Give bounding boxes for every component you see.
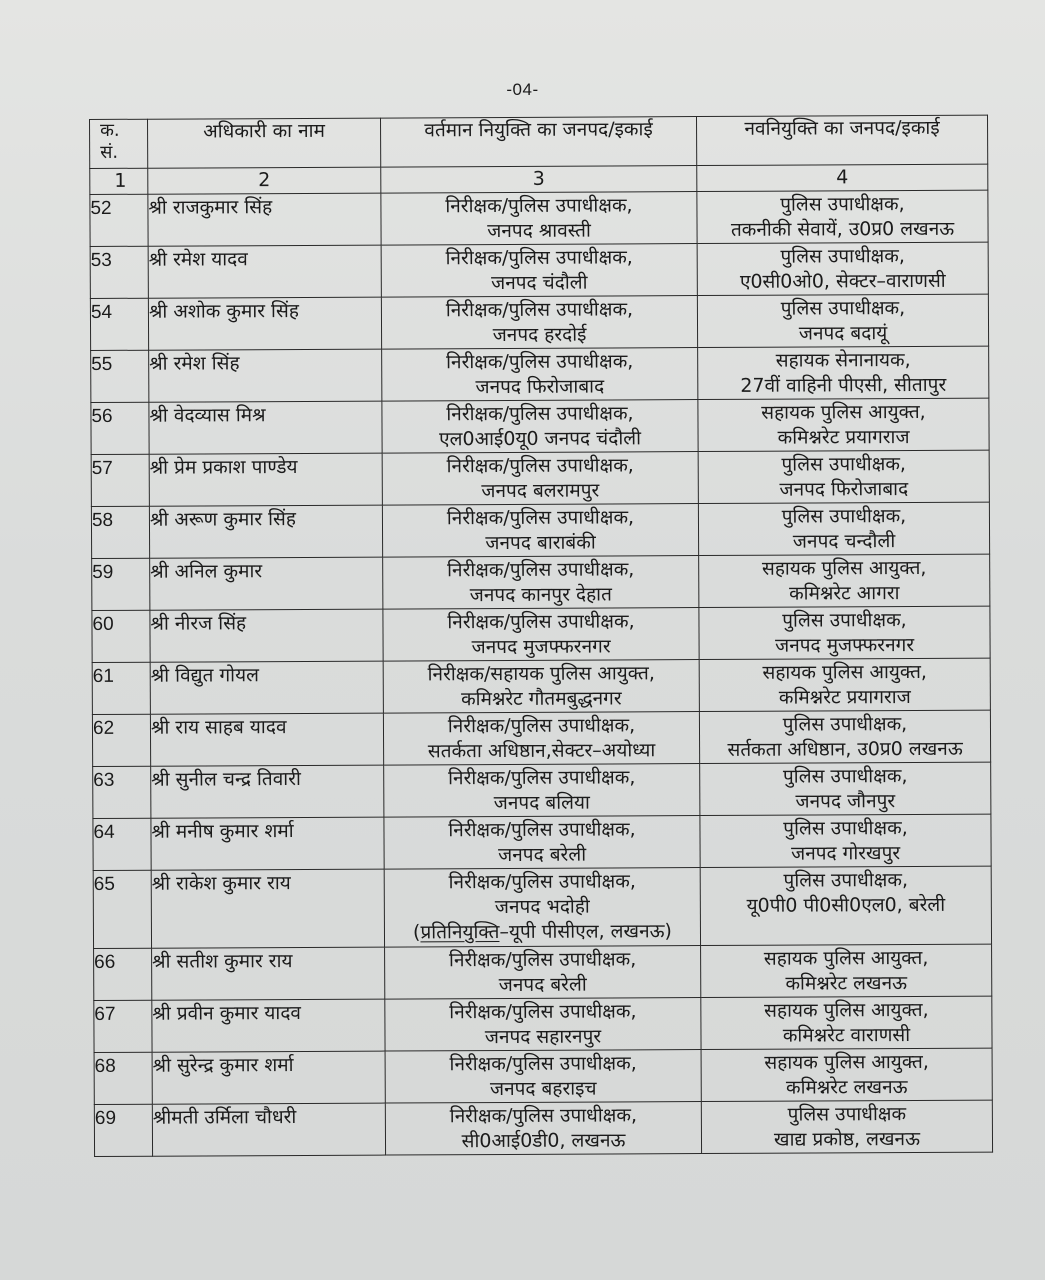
current-posting xyxy=(382,348,698,402)
serial-number: 65 xyxy=(93,870,151,948)
new-posting-line: सहायक सेनानायक, xyxy=(775,348,911,372)
serial-number: 54 xyxy=(90,298,148,350)
page-number: -04- xyxy=(506,80,539,99)
new-posting-line: सहायक पुलिस आयुक्त, xyxy=(761,400,926,424)
new-posting-line: पुलिस उपाधीक्षक, xyxy=(783,869,909,892)
table-row xyxy=(92,658,990,714)
new-posting xyxy=(699,606,990,659)
serial-number: 67 xyxy=(94,1000,152,1052)
officer-name: श्री अशोक कुमार सिंह xyxy=(148,297,381,350)
officer-name: श्री रमेश सिंह xyxy=(149,349,382,402)
serial-number: 59 xyxy=(92,558,150,610)
column-number-4: 4 xyxy=(697,164,988,191)
table-row xyxy=(92,606,990,662)
new-posting-line: कमिश्नरेट प्रयागराज xyxy=(778,685,911,709)
current-posting-line: कमिश्नरेट गौतमबुद्धनगर xyxy=(461,687,622,711)
column-number-2: 2 xyxy=(148,167,381,194)
new-posting xyxy=(698,346,989,399)
officer-name: श्री सुनील चन्द्र तिवारी xyxy=(151,765,384,818)
table-row xyxy=(90,190,988,246)
table-row xyxy=(91,450,989,506)
table-body xyxy=(90,190,993,1156)
current-posting-line: जनपद बाराबंकी xyxy=(485,531,596,555)
current-posting-line: एल0आई0यू0 जनपद चंदौली xyxy=(439,427,642,451)
officer-name: श्री राकेश कुमार राय xyxy=(151,869,384,948)
new-posting-line: खाद्य प्रकोष्ठ, लखनऊ xyxy=(773,1127,921,1151)
current-posting-line: निरीक्षक/पुलिस उपाधीक्षक, xyxy=(448,948,637,972)
serial-number: 64 xyxy=(93,818,151,870)
current-posting-line: जनपद चंदौली xyxy=(491,271,588,295)
table-row xyxy=(91,398,989,454)
current-posting-line: जनपद मुजफ्फरनगर xyxy=(471,635,611,659)
new-posting xyxy=(701,944,992,997)
new-posting-line: सहायक पुलिस आयुक्त, xyxy=(762,660,928,684)
current-posting-line: निरीक्षक/पुलिस उपाधीक्षक, xyxy=(446,402,634,426)
current-posting xyxy=(383,712,699,766)
header-current-posting: वर्तमान नियुक्ति का जनपद/इकाई xyxy=(380,117,696,168)
new-posting-line: जनपद बदायूं xyxy=(798,322,888,345)
serial-number: 56 xyxy=(91,402,149,454)
serial-number: 61 xyxy=(92,662,150,714)
table-row xyxy=(91,502,989,558)
current-posting xyxy=(383,556,699,610)
current-posting-line: निरीक्षक/पुलिस उपाधीक्षक, xyxy=(448,870,636,894)
officer-name: श्री अरूण कुमार सिंह xyxy=(149,505,382,558)
header-serial-line2: सं. xyxy=(100,141,119,163)
current-posting-line: निरीक्षक/पुलिस उपाधीक्षक, xyxy=(447,558,635,582)
current-posting-line: निरीक्षक/पुलिस उपाधीक्षक, xyxy=(446,506,635,530)
current-posting-line: निरीक्षक/पुलिस उपाधीक्षक, xyxy=(445,246,633,270)
serial-number: 53 xyxy=(90,246,148,298)
new-posting-line: कमिश्नरेट लखनऊ xyxy=(785,972,908,995)
officer-name: श्री वेदव्यास मिश्र xyxy=(149,401,382,454)
column-number-3: 3 xyxy=(381,166,697,194)
new-posting-line: सहायक पुलिस आयुक्त, xyxy=(764,998,929,1022)
officer-name: श्री राजकुमार सिंह xyxy=(148,193,381,246)
new-posting-line: पुलिस उपाधीक्षक, xyxy=(780,245,905,268)
new-posting-line: सहायक पुलिस आयुक्त, xyxy=(763,946,929,970)
table-row xyxy=(94,944,992,1000)
header-new-posting: नवनियुक्ति का जनपद/इकाई xyxy=(696,115,987,165)
current-posting xyxy=(383,608,699,662)
header-serial-number xyxy=(90,119,148,168)
new-posting xyxy=(699,658,990,711)
new-posting xyxy=(697,190,988,243)
new-posting xyxy=(699,710,990,763)
officer-name: श्री अनिल कुमार xyxy=(150,557,383,610)
current-posting xyxy=(382,504,698,558)
new-posting xyxy=(700,814,991,867)
table-row xyxy=(90,294,988,350)
new-posting-line: पुलिस उपाधीक्षक, xyxy=(781,453,906,476)
current-posting-line: जनपद बलरामपुर xyxy=(481,479,600,503)
current-posting-line: निरीक्षक/पुलिस उपाधीक्षक, xyxy=(446,350,634,374)
new-posting-line: पुलिस उपाधीक्षक, xyxy=(780,193,905,216)
column-number-1: 1 xyxy=(90,168,148,194)
current-posting xyxy=(384,764,700,818)
current-posting-line: जनपद भदोही xyxy=(494,895,590,919)
current-posting xyxy=(381,192,697,246)
current-posting xyxy=(385,1050,701,1104)
table-row xyxy=(94,1048,992,1104)
new-posting-line: पुलिस उपाधीक्षक xyxy=(787,1103,907,1126)
serial-number: 57 xyxy=(91,454,149,506)
deputation-open-paren: ( xyxy=(412,921,421,944)
header-serial-line1: क. xyxy=(100,119,120,141)
current-posting xyxy=(382,400,698,454)
new-posting xyxy=(697,294,988,347)
current-posting xyxy=(385,946,701,1000)
current-posting-line: निरीक्षक/पुलिस उपाधीक्षक, xyxy=(449,1000,637,1024)
new-posting-line: जनपद गोरखपुर xyxy=(791,842,901,865)
current-posting-line: निरीक्षक/पुलिस उपाधीक्षक, xyxy=(445,194,633,218)
current-posting-line: जनपद बरेली xyxy=(498,973,587,997)
current-posting xyxy=(382,452,698,506)
serial-number: 68 xyxy=(94,1052,152,1104)
current-posting xyxy=(384,868,700,948)
new-posting xyxy=(700,762,991,815)
current-posting-line: निरीक्षक/पुलिस उपाधीक्षक, xyxy=(446,454,634,478)
new-posting xyxy=(697,242,988,295)
table-row xyxy=(90,242,988,298)
new-posting-line: सहायक पुलिस आयुक्त, xyxy=(764,1050,929,1074)
current-posting-line: सी0आई0डी0, लखनऊ xyxy=(461,1129,626,1153)
officer-name: श्री प्रवीन कुमार यादव xyxy=(152,999,385,1052)
new-posting-line: पुलिस उपाधीक्षक, xyxy=(782,609,907,632)
officer-name: श्री प्रेम प्रकाश पाण्डेय xyxy=(149,453,382,506)
current-posting-line: जनपद फिरोजाबाद xyxy=(475,375,605,399)
new-posting xyxy=(701,1100,992,1153)
officer-name: श्री विद्युत गोयल xyxy=(150,661,383,714)
new-posting-line: कमिश्नरेट प्रयागराज xyxy=(777,425,910,449)
current-posting xyxy=(381,244,697,298)
new-posting xyxy=(700,866,991,945)
table-row xyxy=(91,346,989,402)
officer-name: श्रीमती उर्मिला चौधरी xyxy=(152,1103,385,1156)
officer-name: श्री रमेश यादव xyxy=(148,245,381,298)
new-posting-line: जनपद फिरोजाबाद xyxy=(779,478,909,501)
deputation-note xyxy=(385,919,700,946)
new-posting xyxy=(699,554,990,607)
new-posting-line: तकनीकी सेवायें, उ0प्र0 लखनऊ xyxy=(730,217,955,241)
current-posting xyxy=(385,1102,701,1156)
new-posting-line: जनपद चन्दौली xyxy=(792,530,896,553)
table-header-row xyxy=(90,115,988,168)
table-row xyxy=(93,814,991,870)
current-posting xyxy=(383,660,699,714)
new-posting-line: जनपद मुजफ्फरनगर xyxy=(775,633,915,657)
table-row xyxy=(92,554,990,610)
current-posting-line: निरीक्षक/पुलिस उपाधीक्षक, xyxy=(445,298,634,322)
new-posting-line: कमिश्नरेट आगरा xyxy=(789,582,900,605)
table-row xyxy=(93,762,991,818)
new-posting-line: पुलिस उपाधीक्षक, xyxy=(780,297,906,320)
deputation-detail: –यूपी पीसीएल, लखनऊ) xyxy=(499,920,672,944)
new-posting-line: पुलिस उपाधीक्षक, xyxy=(782,713,908,736)
new-posting-line: पुलिस उपाधीक्षक, xyxy=(781,505,907,528)
current-posting-line: जनपद बलिया xyxy=(493,791,590,815)
table-row xyxy=(94,996,992,1052)
current-posting-line: निरीक्षक/पुलिस उपाधीक्षक, xyxy=(447,610,635,634)
officer-name: श्री राय साहब यादव xyxy=(150,713,383,766)
new-posting xyxy=(698,502,989,555)
officer-name: श्री मनीष कुमार शर्मा xyxy=(151,817,384,870)
table-row xyxy=(94,1100,992,1156)
current-posting-line: जनपद बहराइच xyxy=(489,1077,597,1101)
table-row xyxy=(92,710,990,766)
new-posting-line: ए0सी0ओ0, सेक्टर–वाराणसी xyxy=(739,269,946,293)
new-posting xyxy=(698,398,989,451)
new-posting-line: 27वीं वाहिनी पीएसी, सीतापुर xyxy=(740,373,947,397)
current-posting xyxy=(384,816,700,870)
serial-number: 66 xyxy=(94,948,152,1000)
current-posting-line: निरीक्षक/पुलिस उपाधीक्षक, xyxy=(449,1104,638,1128)
officer-name: श्री सुरेन्द्र कुमार शर्मा xyxy=(152,1051,385,1104)
officer-name: श्री सतीश कुमार राय xyxy=(152,947,385,1000)
new-posting-line: पुलिस उपाधीक्षक, xyxy=(782,765,908,788)
serial-number: 52 xyxy=(90,194,148,246)
current-posting xyxy=(381,296,697,350)
current-posting-line: निरीक्षक/सहायक पुलिस आयुक्त, xyxy=(427,662,655,686)
current-posting-line: निरीक्षक/पुलिस उपाधीक्षक, xyxy=(447,714,636,738)
header-officer-name: अधिकारी का नाम xyxy=(148,118,381,168)
current-posting-line: सतर्कता अधिष्ठान,सेक्टर–अयोध्या xyxy=(427,739,656,763)
serial-number: 62 xyxy=(92,714,150,766)
current-posting xyxy=(385,998,701,1052)
serial-number: 55 xyxy=(91,350,149,402)
serial-number: 69 xyxy=(94,1104,152,1156)
current-posting-line: निरीक्षक/पुलिस उपाधीक्षक, xyxy=(448,818,636,842)
new-posting-line: जनपद जौनपुर xyxy=(795,790,896,813)
serial-number: 60 xyxy=(92,610,150,662)
current-posting-line: जनपद कानपुर देहात xyxy=(469,583,612,607)
current-posting-line: निरीक्षक/पुलिस उपाधीक्षक, xyxy=(448,766,636,790)
current-posting-line: जनपद बरेली xyxy=(498,843,587,867)
serial-number: 58 xyxy=(91,506,149,558)
transfer-orders-table xyxy=(89,115,993,1157)
new-posting-line: यू0पी0 पी0सी0एल0, बरेली xyxy=(746,893,946,917)
new-posting-line: सर्तकता अधिष्ठान, उ0प्र0 लखनऊ xyxy=(727,737,963,761)
current-posting-line: जनपद श्रावस्ती xyxy=(487,219,591,243)
current-posting-line: जनपद हरदोई xyxy=(492,323,587,347)
serial-number: 63 xyxy=(93,766,151,818)
new-posting xyxy=(698,450,989,503)
deputation-label: प्रतिनियुक्ति xyxy=(420,921,500,944)
officer-name: श्री नीरज सिंह xyxy=(150,609,383,662)
new-posting-line: पुलिस उपाधीक्षक, xyxy=(783,817,908,840)
new-posting xyxy=(701,1048,992,1101)
new-posting-line: कमिश्नरेट वाराणसी xyxy=(782,1023,911,1047)
new-posting-line: सहायक पुलिस आयुक्त, xyxy=(761,556,927,580)
current-posting-line: जनपद सहारनपुर xyxy=(484,1025,602,1049)
new-posting xyxy=(701,996,992,1049)
table-row xyxy=(93,866,991,948)
new-posting-line: कमिश्नरेट लखनऊ xyxy=(785,1076,908,1099)
current-posting-line: निरीक्षक/पुलिस उपाधीक्षक, xyxy=(449,1052,637,1076)
